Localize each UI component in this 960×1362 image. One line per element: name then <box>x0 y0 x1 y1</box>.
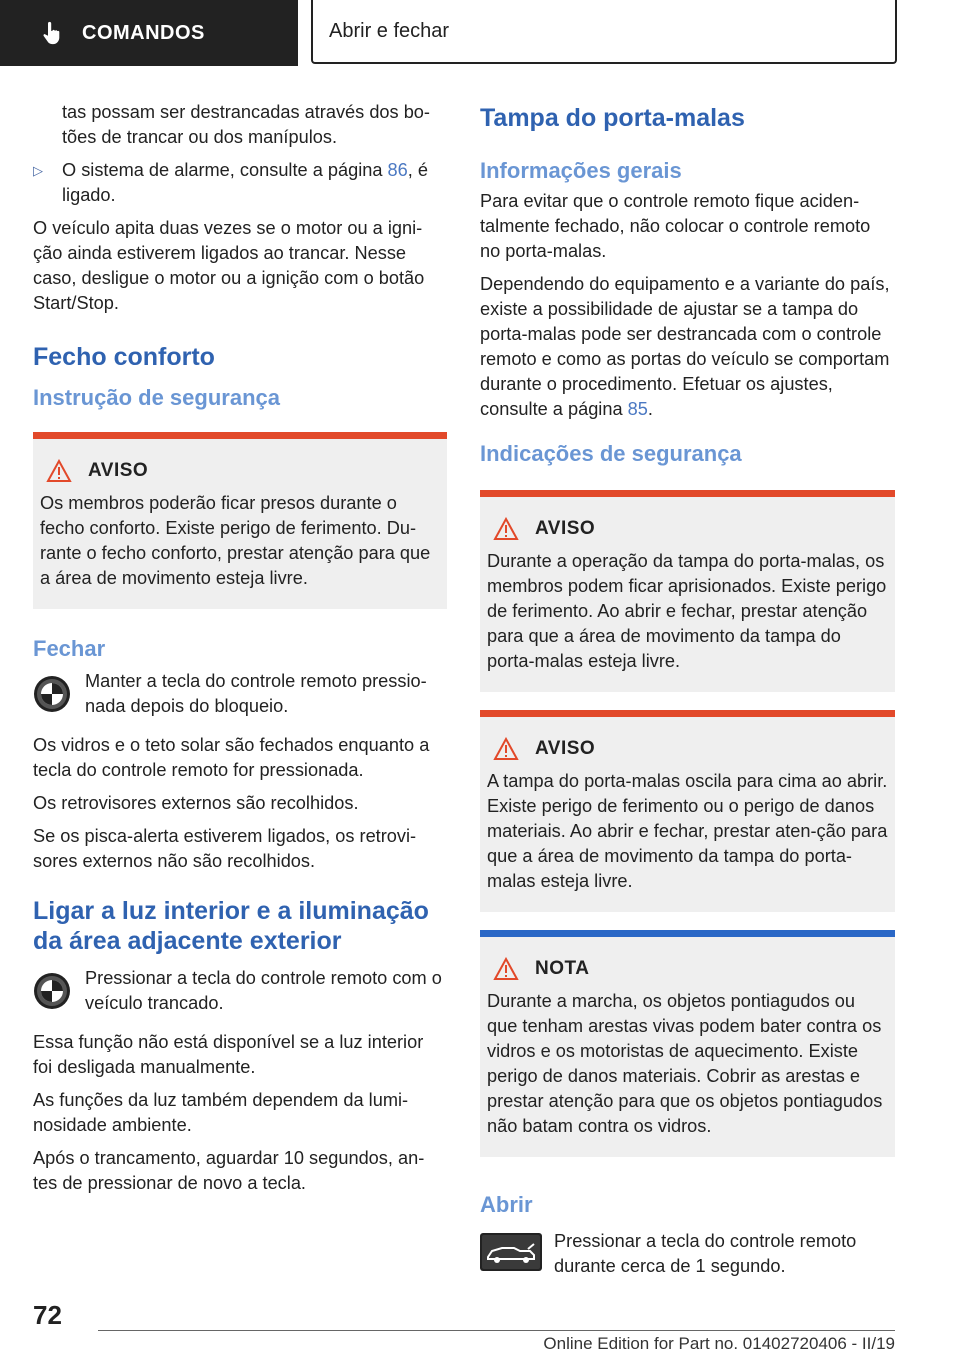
hand-point-icon <box>40 21 64 45</box>
warning-triangle-icon <box>493 957 519 981</box>
continued-paragraph: tas possam ser destrancadas através dos bo-tões de trancar ou dos manípulos. <box>62 102 430 147</box>
warning-box <box>33 432 447 609</box>
warning-label: AVISO <box>535 518 596 539</box>
subheading-fechar: Fechar <box>33 636 106 661</box>
left-column <box>33 100 447 1204</box>
chapter-tab <box>0 0 298 66</box>
key-instruction-text: Pressionar a tecla do controle remoto com o veículo trancado. <box>85 968 442 1013</box>
subheading-abrir: Abrir <box>480 1192 533 1217</box>
paragraph: Os retrovisores externos são recolhidos. <box>33 793 359 813</box>
warning-text: Durante a operação da tampa do porta-malas, os membros podem ficar aprisionados. Existe perigo de ferimento. Ao abrir e fechar, prestar atenção para que a área de movimento da tampa do porta-malas esteja livre. <box>487 551 887 671</box>
paragraph: Os vidros e o teto solar são fechados enquanto a tecla do controle remoto for pressionada. <box>33 735 430 780</box>
warning-triangle-icon <box>493 737 519 761</box>
list-item-body: O sistema de alarme, consulte a página <box>62 160 388 180</box>
paragraph: As funções da luz também dependem da lumi-nosidade ambiente. <box>33 1090 409 1135</box>
note-text: Durante a marcha, os objetos pontiagudos ou que tenham arestas vivas podem bater contra os vidros e os motoristas de aquecimento. Existe perigo de danos materiais. Cobrir as arestas e prestar atenção para que os objetos pontiagudos não batam contra os vidros. <box>487 991 883 1136</box>
warning-label: AVISO <box>535 738 596 759</box>
warning-box <box>480 710 895 912</box>
page-link-86[interactable]: 86 <box>387 160 408 180</box>
list-item <box>33 158 447 208</box>
key-instruction-text: Manter a tecla do controle remoto pressio-nada depois do bloqueio. <box>85 671 427 716</box>
list-item-text <box>62 158 447 208</box>
bmw-key-icon <box>33 675 71 713</box>
paragraph: Se os pisca-alerta estiverem ligados, os retrovi-sores externos não são recolhidos. <box>33 826 417 871</box>
subheading-informacoes: Informações gerais <box>480 158 682 183</box>
paragraph-body: Dependendo do equipamento e a variante do país, existe a possibilidade de ajustar se a tampa do porta-malas pode ser destrancada com o controle remoto e como as portas do veículo se comportam durante o procedimento. Efetuar os ajustes, consulte a página <box>480 274 890 419</box>
key-instruction <box>33 669 447 719</box>
subheading-instrucao: Instrução de segurança <box>33 385 280 410</box>
warning-header <box>487 737 888 761</box>
warning-text: A tampa do porta-malas oscila para cima ao abrir. Existe perigo de ferimento ou o perigo de danos materiais. Ao abrir e fechar, prestar aten-ção para que a área de movimento da tampa do porta-malas esteja livre. <box>487 771 888 891</box>
warning-label: AVISO <box>88 460 149 481</box>
key-instruction <box>33 966 447 1016</box>
key-instruction-text: Pressionar a tecla do controle remoto durante cerca de 1 segundo. <box>554 1231 857 1276</box>
paragraph: O veículo apita duas vezes se o motor ou a igni-ção ainda estiverem ligados ao trancar. Nesse caso, desligue o motor ou a ignição com o botão Start/Stop. <box>33 218 425 313</box>
right-column <box>480 100 895 1293</box>
heading-fecho-conforto: Fecho conforto <box>33 343 215 371</box>
warning-header <box>487 517 888 541</box>
paragraph-tail: . <box>647 399 653 419</box>
page-number: 72 <box>33 1300 62 1330</box>
note-label: NOTA <box>535 958 590 979</box>
page-link-85[interactable]: 85 <box>627 399 648 419</box>
heading-tampa: Tampa do porta-malas <box>480 104 745 132</box>
page-footer <box>0 1290 960 1362</box>
paragraph: Essa função não está disponível se a luz interior foi desligada manualmente. <box>33 1032 424 1077</box>
heading-ligar-luz: Ligar a luz interior e a iluminação da área adjacente exterior <box>33 897 429 955</box>
page-header <box>0 0 960 66</box>
warning-triangle-icon <box>46 459 72 483</box>
paragraph: Para evitar que o controle remoto fique aciden-talmente fechado, não colocar o controle remoto no porta-malas. <box>480 191 871 261</box>
warning-box <box>480 490 895 692</box>
bullet-triangle-icon: ▷ <box>33 163 43 178</box>
edition-note: Online Edition for Part no. 01402720406 - II/19 <box>543 1334 895 1353</box>
trunk-key-icon <box>480 1233 542 1271</box>
chapter-tab-label: COMANDOS <box>82 21 205 44</box>
warning-text: Os membros poderão ficar presos durante o fecho conforto. Existe perigo de ferimento. Du-rante o fecho conforto, prestar atenção para que a área de movimento esteja livre. <box>40 493 431 588</box>
paragraph: Após o trancamento, aguardar 10 segundos, an-tes de pressionar de novo a tecla. <box>33 1148 425 1193</box>
subheading-indicacoes: Indicações de segurança <box>480 441 742 466</box>
key-instruction <box>480 1229 895 1279</box>
section-tab <box>311 0 897 64</box>
note-box <box>480 930 895 1157</box>
warning-triangle-icon <box>493 517 519 541</box>
note-header <box>487 957 888 981</box>
list-item-tail: , é ligado. <box>62 160 428 205</box>
paragraph <box>480 272 895 422</box>
warning-header <box>40 459 440 483</box>
footer-divider <box>98 1330 895 1331</box>
bmw-key-icon <box>33 972 71 1010</box>
section-tab-label: Abrir e fechar <box>329 19 450 42</box>
